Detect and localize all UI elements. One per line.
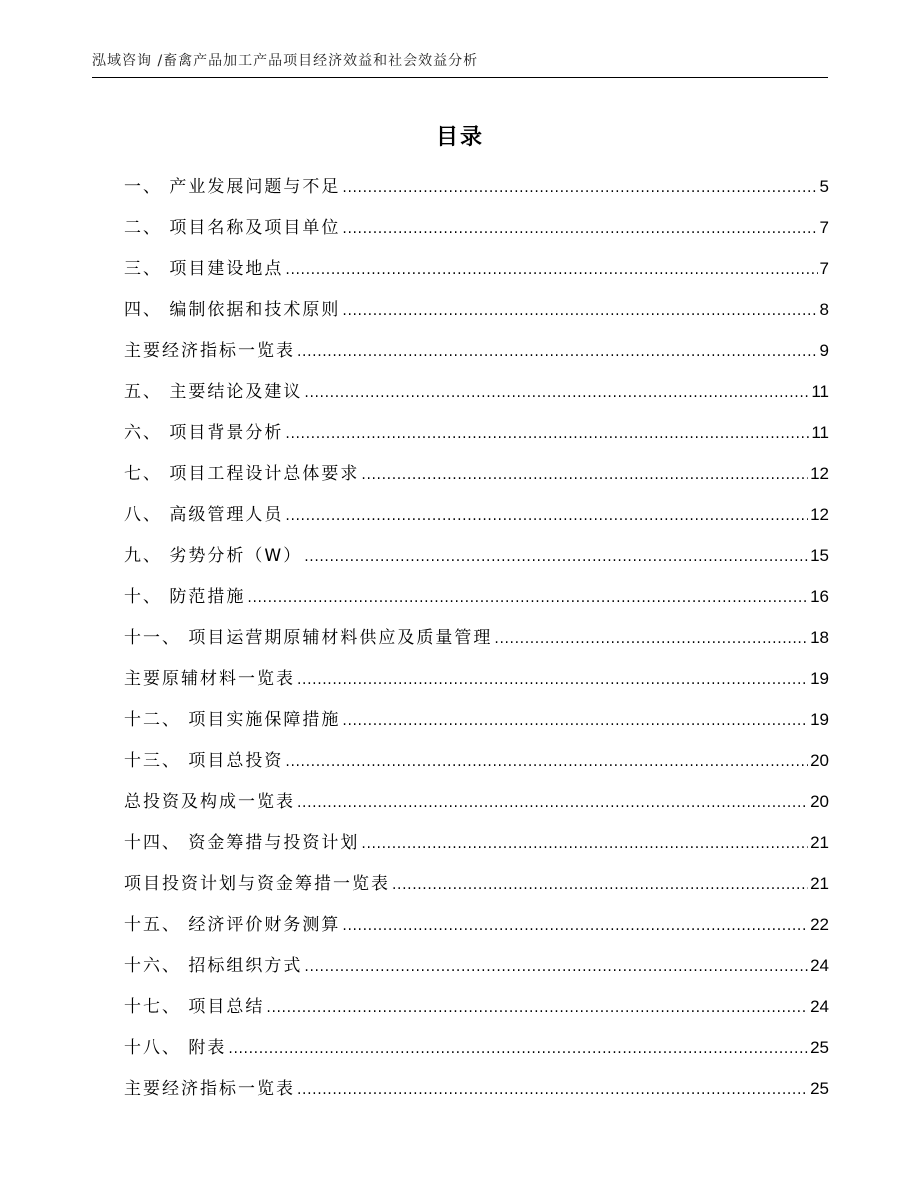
- toc-entry-label: 五、 主要结论及建议: [124, 382, 303, 402]
- toc-entry[interactable]: [124, 453, 829, 494]
- toc-entry[interactable]: [124, 904, 829, 945]
- toc-entry[interactable]: [124, 863, 829, 904]
- toc-dot-leader: [228, 1029, 808, 1070]
- toc-entry-page-number: 19: [810, 669, 829, 688]
- toc-dot-leader: [392, 865, 808, 906]
- toc-dot-leader: [297, 660, 808, 701]
- toc-entry-label: 三、 项目建设地点: [124, 259, 284, 279]
- toc-dot-leader: [342, 209, 817, 250]
- toc-entry-label: 主要经济指标一览表: [124, 341, 295, 361]
- toc-entry[interactable]: [124, 289, 829, 330]
- toc-entry-label: 主要原辅材料一览表: [124, 669, 295, 689]
- toc-entry-label: 十四、 资金筹措与投资计划: [124, 833, 360, 853]
- toc-entry[interactable]: [124, 617, 829, 658]
- toc-entry-page-number: 7: [819, 259, 829, 278]
- toc-entry[interactable]: [124, 822, 829, 863]
- toc-entry-label: 四、 编制依据和技术原则: [124, 300, 341, 320]
- toc-entry-page-number: 24: [810, 997, 829, 1016]
- toc-entry[interactable]: [124, 535, 829, 576]
- toc-entry-page-number: 12: [810, 505, 829, 524]
- toc-entry[interactable]: [124, 658, 829, 699]
- toc-entry-label: 六、 项目背景分析: [124, 423, 284, 443]
- toc-entry[interactable]: [124, 576, 829, 617]
- toc-entry-label: 总投资及构成一览表: [124, 792, 295, 812]
- toc-entry-label: 七、 项目工程设计总体要求: [124, 464, 360, 484]
- toc-dot-leader: [494, 619, 808, 660]
- toc-entry-label: 十六、 招标组织方式: [124, 956, 303, 976]
- toc-dot-leader: [342, 906, 808, 947]
- toc-entry-label: 十七、 项目总结: [124, 997, 265, 1017]
- toc-entry-page-number: 18: [810, 628, 829, 647]
- toc-dot-leader: [304, 537, 808, 578]
- toc-dot-leader: [266, 988, 808, 1029]
- toc-entry-page-number: 25: [810, 1079, 829, 1098]
- toc-entry-label: 十二、 项目实施保障措施: [124, 710, 341, 730]
- toc-entry[interactable]: [124, 1068, 829, 1109]
- toc-entry-label: 十三、 项目总投资: [124, 751, 284, 771]
- toc-entry-page-number: 12: [810, 464, 829, 483]
- toc-entry-label: 十八、 附表: [124, 1038, 227, 1058]
- toc-entry[interactable]: [124, 699, 829, 740]
- toc-dot-leader: [304, 947, 808, 988]
- toc-entry[interactable]: [124, 330, 829, 371]
- running-header: [92, 50, 828, 78]
- toc-entry[interactable]: [124, 371, 829, 412]
- toc-entry-page-number: 11: [811, 423, 829, 442]
- toc-entry-page-number: 7: [819, 218, 829, 237]
- toc-entry-label: 九、 劣势分析（W）: [124, 546, 303, 566]
- toc-dot-leader: [297, 1070, 808, 1111]
- toc-entry-page-number: 11: [811, 382, 829, 401]
- toc-entry-page-number: 5: [819, 177, 829, 196]
- toc-dot-leader: [285, 250, 817, 291]
- toc-entry-label: 一、 产业发展问题与不足: [124, 177, 341, 197]
- toc-entry[interactable]: [124, 740, 829, 781]
- toc-entry-label: 主要经济指标一览表: [124, 1079, 295, 1099]
- toc-dot-leader: [285, 496, 808, 537]
- toc-dot-leader: [361, 824, 808, 865]
- toc-entry-label: 十五、 经济评价财务测算: [124, 915, 341, 935]
- toc-entry-label: 八、 高级管理人员: [124, 505, 284, 525]
- toc-dot-leader: [285, 414, 809, 455]
- toc-entry[interactable]: [124, 207, 829, 248]
- toc-dot-leader: [342, 291, 817, 332]
- page-title: 目录: [435, 125, 484, 150]
- toc-entry[interactable]: [124, 412, 829, 453]
- toc-dot-leader: [297, 783, 808, 824]
- toc-dot-leader: [342, 168, 817, 209]
- toc-entry-label: 项目投资计划与资金筹措一览表: [124, 874, 390, 894]
- toc-entry-page-number: 8: [819, 300, 829, 319]
- toc-entry[interactable]: [124, 945, 829, 986]
- toc-entry-page-number: 24: [810, 956, 829, 975]
- toc-entry-page-number: 21: [810, 874, 829, 893]
- toc-entry[interactable]: [124, 166, 829, 207]
- running-header-text: 泓域咨询 /畜禽产品加工产品项目经济效益和社会效益分析: [92, 53, 479, 69]
- toc-entry-page-number: 20: [810, 792, 829, 811]
- toc-entry-page-number: 19: [810, 710, 829, 729]
- toc-entry-page-number: 22: [810, 915, 829, 934]
- toc-entry-label: 十一、 项目运营期原辅材料供应及质量管理: [124, 628, 493, 648]
- toc-dot-leader: [342, 701, 808, 742]
- toc-entry-page-number: 15: [810, 546, 829, 565]
- toc-entry-label: 二、 项目名称及项目单位: [124, 218, 341, 238]
- toc-dot-leader: [304, 373, 809, 414]
- toc-dot-leader: [297, 332, 818, 373]
- toc-entry[interactable]: [124, 781, 829, 822]
- toc-entry-page-number: 16: [810, 587, 829, 606]
- toc-entry[interactable]: [124, 986, 829, 1027]
- toc-dot-leader: [361, 455, 808, 496]
- toc-dot-leader: [247, 578, 808, 619]
- toc-entry[interactable]: [124, 1027, 829, 1068]
- toc-entry[interactable]: [124, 494, 829, 535]
- toc-entry-page-number: 25: [810, 1038, 829, 1057]
- toc-entry-label: 十、 防范措施: [124, 587, 246, 607]
- toc-entry-page-number: 20: [810, 751, 829, 770]
- toc-entry-page-number: 9: [819, 341, 829, 360]
- toc-entry-page-number: 21: [810, 833, 829, 852]
- table-of-contents: [124, 166, 829, 1109]
- toc-entry[interactable]: [124, 248, 829, 289]
- toc-dot-leader: [285, 742, 808, 783]
